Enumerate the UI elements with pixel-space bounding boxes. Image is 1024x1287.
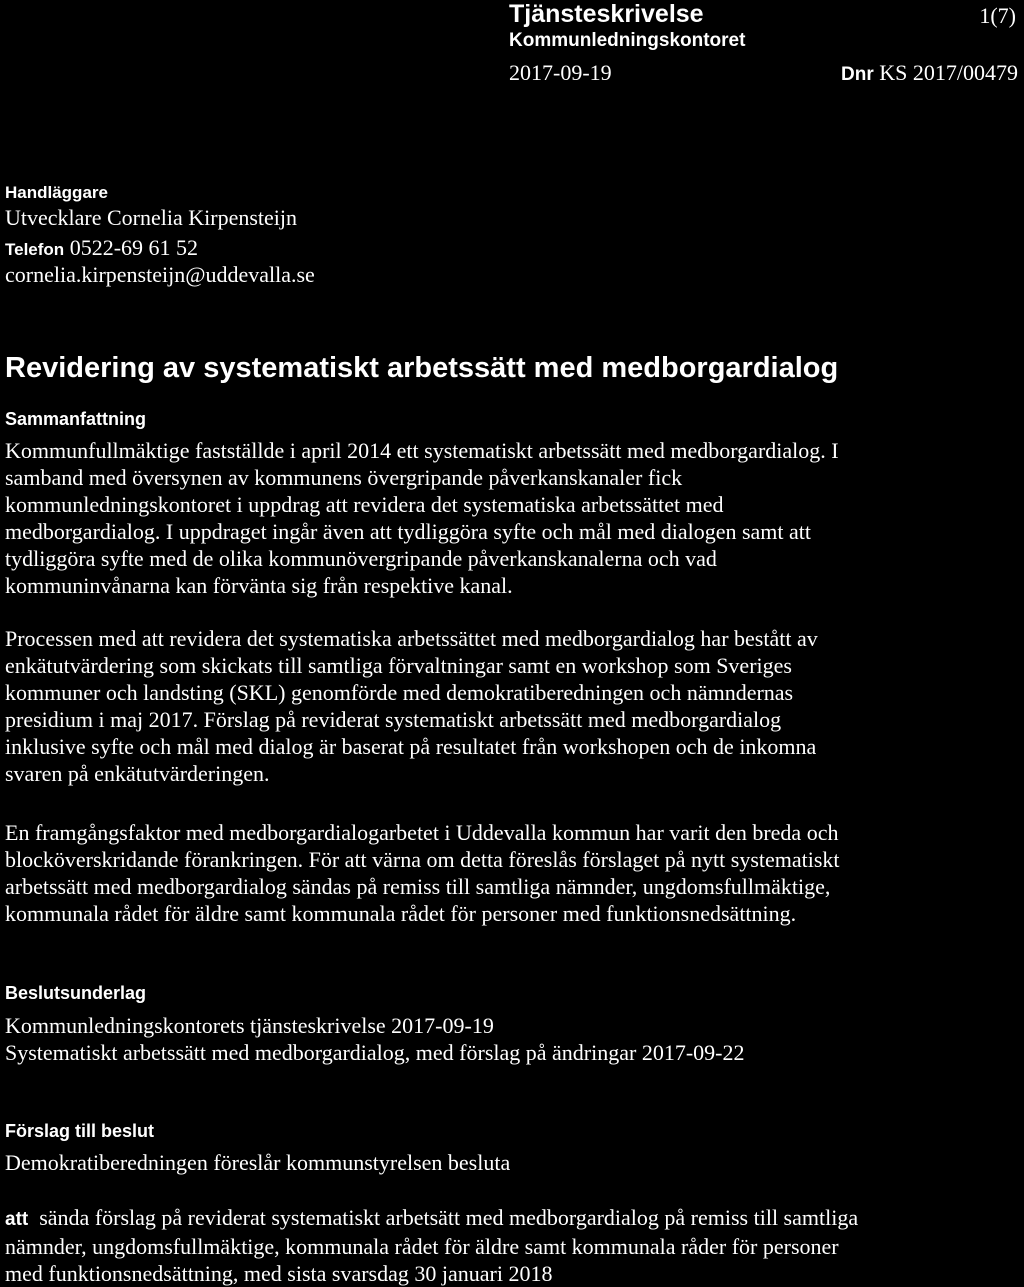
summary-paragraph: Kommunfullmäktige fastställde i april 2014 ett systematiskt arbetssätt med medborgardialog. I samband med översynen av kommunens övergripande påverkanskanaler fick kommunledningskontoret i uppdrag att revidera det systematiska arbetssättet med medborgardialog. I uppdraget ingår även att tydliggöra syfte och mål med dialogen samt att tydliggöra syfte med de olika kommunövergripande påverkanskanalerna och vad kommuninvånarna kan förvänta sig från respektive kanal.	[5, 438, 839, 598]
proposal-intro: Demokratiberedningen föreslår kommunstyrelsen besluta	[5, 1150, 511, 1175]
phone-label: Telefon	[5, 240, 65, 259]
page-number: 1(7)	[979, 3, 1016, 28]
decision-text	[5, 1204, 865, 1287]
document-title: Revidering av systematiskt arbetssätt med medborgardialog	[5, 352, 839, 384]
department-name: Kommunledningskontoret	[509, 30, 746, 51]
document-date: 2017-09-19	[509, 60, 612, 85]
phone-number: 0522-69 61 52	[69, 235, 199, 260]
basis-heading: Beslutsunderlag	[5, 983, 147, 1003]
handler-name: Utvecklare Cornelia Kirpensteijn	[5, 205, 298, 230]
att-label: att	[5, 1209, 29, 1230]
basis-item: Systematiskt arbetssätt med medborgardialog, med förslag på ändringar 2017-09-22	[5, 1040, 745, 1065]
summary-paragraph: En framgångsfaktor med medborgardialogarbetet i Uddevalla kommun har varit den breda och blocköverskridande förankringen. För att värna om detta föreslås förslaget på nytt systematiskt arbetssätt med medborgardialog sändas på remiss till samtliga nämnder, ungdomsfullmäktige, kommunala rådet för äldre samt kommunala rådet för personer med funktionsnedsättning.	[5, 820, 840, 926]
dnr-label: Dnr	[841, 64, 874, 85]
handler-heading: Handläggare	[5, 183, 108, 202]
summary-heading: Sammanfattning	[5, 409, 147, 429]
phone-line	[5, 235, 198, 261]
basis-item: Kommunledningskontorets tjänsteskrivelse 2017-09-19	[5, 1013, 494, 1038]
decision-body: sända förslag på reviderat systematiskt arbetsätt med medborgardialog på remiss till samtliga nämnder, ungdomsfullmäktige, kommunala rådet för äldre samt kommunala råder för personer med funktionsnedsättning, med sista svarsdag 30 januari 2018	[5, 1205, 859, 1286]
document-type: Tjänsteskrivelse	[509, 0, 704, 28]
proposal-heading: Förslag till beslut	[5, 1121, 155, 1141]
summary-paragraph: Processen med att revidera det systematiska arbetssättet med medborgardialog har bestått av enkätutvärdering som skickats till samtliga förvaltningar samt en workshop som Sveriges kommuner och landsting (SKL) genomförde med demokratiberedningen och nämndernas presidium i maj 2017. Förslag på reviderat systematiskt arbetssätt med medborgardialog inklusive syfte och mål med dialog är baserat på resultatet från workshopen och de inkomna svaren på enkätutvärderingen.	[5, 626, 818, 786]
registration-number	[841, 60, 1018, 86]
dnr-value: KS 2017/00479	[879, 60, 1018, 85]
handler-email: cornelia.kirpensteijn@uddevalla.se	[5, 262, 315, 287]
